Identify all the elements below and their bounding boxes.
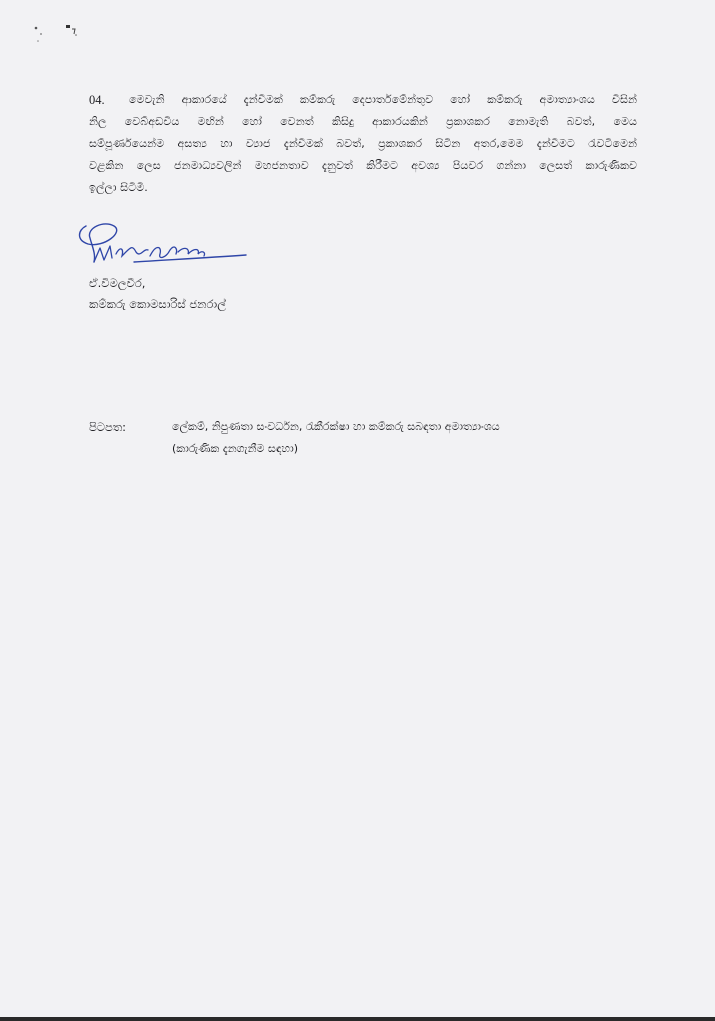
paragraph-line-2: නිල වෙබ්අඩවිය මඟින් හෝ වෙනත් කිසිදු ආකාරයකින් ප්‍රකාශකර නොමැති බවත්, මෙය bbox=[89, 115, 637, 128]
paragraph-line-4: වළකින ලෙස ජනමාධ්‍යවලින් මහජනතාව දැනුවත් කිරීමට අවශ්‍ය පියවර ගන්නා ලෙසත් කාරුණිකව bbox=[89, 159, 637, 172]
signer-title: කම්කරු කොමසාරිස් ජනරාල් bbox=[89, 297, 226, 311]
scan-speck-marks bbox=[28, 18, 88, 58]
copy-label: පිටපත: bbox=[89, 420, 127, 434]
paragraph-line-3: සම්පූර්ණයෙන්ම අසත්‍ය හා ව්‍යාජ දැන්වීමක් බවත්, ප්‍රකාශකර සිටින අතර,මෙම දැන්වීමට රැවටීමෙන් bbox=[89, 137, 637, 150]
signer-name: ඒ.විමලවීර, bbox=[89, 276, 146, 290]
paragraph-line-1: මෙවැනි ආකාරයේ දැන්වීමක් කම්කරු දෙපාර්තමේන්තුව හෝ කම්කරු අමාත්‍යාංශය විසින් bbox=[129, 93, 637, 106]
scan-bottom-edge bbox=[0, 1017, 715, 1021]
handwritten-signature bbox=[74, 218, 254, 274]
copy-recipient: ලේකම්, නිපුණතා සංවර්ධන, රැකීරක්ෂා හා කම්කරු සබඳතා අමාත්‍යාංශය bbox=[172, 420, 500, 433]
paragraph-number: 04. bbox=[89, 93, 105, 107]
paragraph-line-5: ඉල්ලා සිටිමි. bbox=[89, 181, 148, 194]
copy-note: (කාරුණික දැනගැනීම සඳහා) bbox=[172, 442, 298, 455]
